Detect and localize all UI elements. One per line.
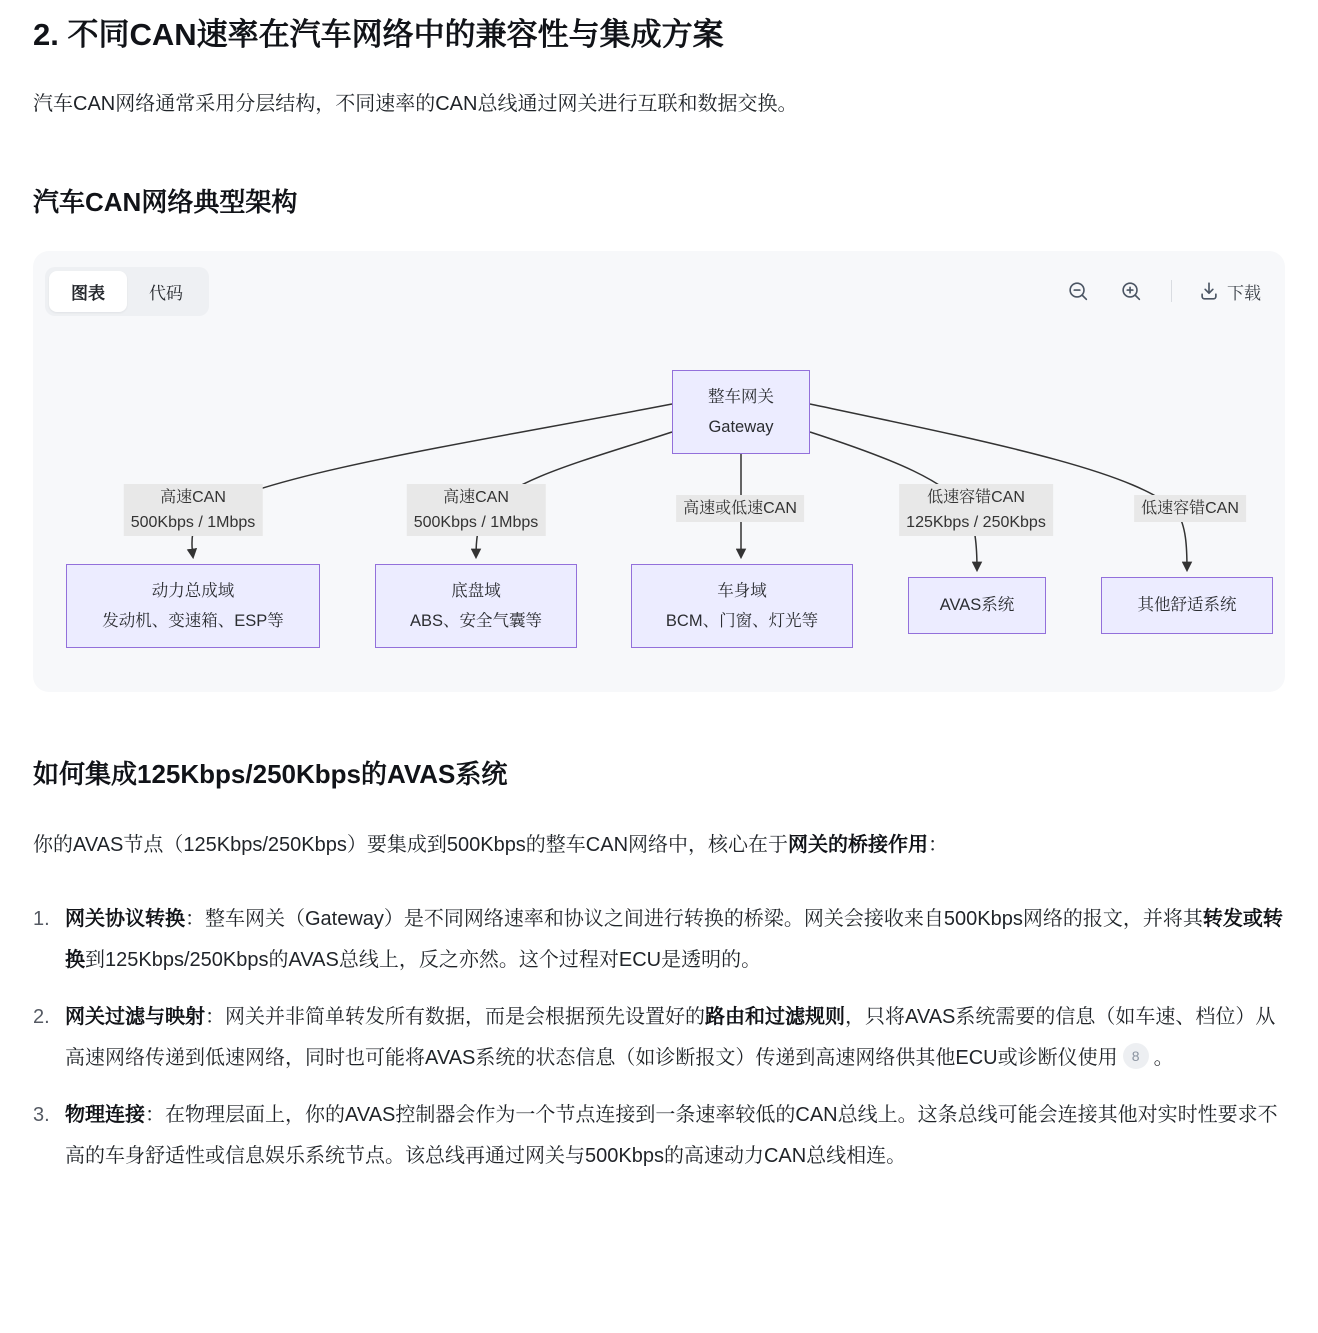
node-pt (66, 564, 320, 648)
integration-intro-bold: 网关的桥接作用 (788, 833, 929, 856)
edge-label-pt (124, 484, 263, 536)
diagram-panel-header (45, 267, 1269, 316)
node-label-line: BCM、门窗、灯光等 (665, 611, 819, 630)
edge-label-line: 高速或低速CAN (683, 499, 797, 517)
zoom-out-button[interactable] (1065, 278, 1092, 305)
node-label-line: AVAS系统 (939, 596, 1015, 615)
emphasis-text: 路由和过滤规则 (705, 1005, 845, 1028)
list-item-1 (33, 899, 1285, 981)
body-text: 到125Kbps/250Kbps的AVAS总线上，反之亦然。这个过程对ECU是透明的。 (85, 948, 762, 971)
node-other (1101, 577, 1273, 634)
node-label-line: ABS、安全气囊等 (409, 611, 543, 630)
diagram-panel (33, 251, 1285, 692)
node-label-line: 底盘域 (451, 581, 501, 600)
intro-paragraph: 汽车CAN网络通常采用分层结构，不同速率的CAN总线通过网关进行互联和数据交换。 (33, 92, 798, 115)
body-text: ：整车网关（Gateway）是不同网络速率和协议之间进行转换的桥梁。网关会接收来自500Kbps网络的报文，并将其 (185, 907, 1203, 930)
node-gw (672, 370, 810, 454)
edge-label-bd (676, 495, 804, 522)
diagram-heading: 汽车CAN网络典型架构 (33, 186, 298, 217)
body-text: ，只将AVAS系统需要的信息（如车速、档位）从高速网络传递到低速网络，同时也可能将AVAS系统的状态信息（如诊断报文）传递到高速网络供其他ECU或诊断仪使用 (65, 1005, 1276, 1069)
zoom-in-button[interactable] (1118, 278, 1145, 305)
view-tab-group (45, 267, 209, 316)
page-title: 2. 不同CAN速率在汽车网络中的兼容性与集成方案 (33, 17, 724, 52)
edge-label-line: 高速CAN (160, 488, 226, 506)
list-item-number: 3. (33, 1103, 50, 1126)
emphasis-text: 网关协议转换 (65, 907, 185, 930)
emphasis-text: 网关过滤与映射 (65, 1005, 205, 1028)
download-icon (1198, 280, 1220, 302)
node-avas (908, 577, 1046, 634)
node-label-line: 动力总成域 (151, 581, 235, 600)
magnifier-minus-icon (1067, 280, 1090, 303)
integration-heading: 如何集成125Kbps/250Kbps的AVAS系统 (33, 758, 508, 789)
edge-label-line: 低速容错CAN (1141, 499, 1239, 517)
node-label-line: 发动机、变速箱、ESP等 (102, 611, 284, 630)
tab-code[interactable]: 代码 (127, 271, 205, 312)
node-label-line: 整车网关 (708, 387, 774, 406)
emphasis-text: 转发或转换 (65, 907, 1283, 971)
edge-label-line: 125Kbps / 250Kbps (906, 513, 1046, 531)
integration-intro (33, 825, 1285, 865)
tab-chart[interactable]: 图表 (49, 271, 127, 312)
download-label: 下载 (1227, 283, 1261, 303)
body-text: 。 (1153, 1046, 1174, 1069)
edge-label-other (1134, 495, 1246, 522)
list-item-3 (33, 1095, 1285, 1177)
node-label-line: 车身域 (717, 581, 767, 600)
controls-divider (1171, 280, 1172, 302)
download-button[interactable] (1198, 279, 1261, 304)
magnifier-plus-icon (1120, 280, 1143, 303)
diagram-controls (1065, 278, 1269, 305)
edge-label-line: 500Kbps / 1Mbps (130, 513, 256, 531)
list-item-number: 2. (33, 1005, 50, 1028)
body-text: ：网关并非简单转发所有数据，而是会根据预先设置好的 (205, 1005, 705, 1028)
node-bd (631, 564, 853, 648)
node-label-line: Gateway (708, 417, 774, 436)
citation-badge[interactable]: 8 (1123, 1043, 1149, 1069)
edge-label-ch (407, 484, 546, 536)
can-network-flowchart (45, 344, 1295, 666)
list-item-number: 1. (33, 907, 50, 930)
edge-label-line: 低速容错CAN (927, 488, 1025, 506)
list-item-2 (33, 997, 1285, 1079)
integration-intro-colon: ： (928, 833, 949, 856)
edge-label-line: 高速CAN (443, 488, 509, 506)
emphasis-text: 物理连接 (65, 1103, 145, 1126)
edge-label-avas (899, 484, 1053, 536)
body-text: ：在物理层面上，你的AVAS控制器会作为一个节点连接到一条速率较低的CAN总线上。这条总线可能会连接其他对实时性要求不高的车身舒适性或信息娱乐系统节点。该总线再通过网关与500Kbps的高速动力CAN总线相连。 (65, 1103, 1278, 1167)
edge-label-line: 500Kbps / 1Mbps (413, 513, 539, 531)
integration-intro-text: 你的AVAS节点（125Kbps/250Kbps）要集成到500Kbps的整车CAN网络中，核心在于 (33, 833, 789, 856)
integration-steps-list (33, 899, 1285, 1177)
node-label-line: 其他舒适系统 (1137, 596, 1237, 615)
node-ch (375, 564, 577, 648)
